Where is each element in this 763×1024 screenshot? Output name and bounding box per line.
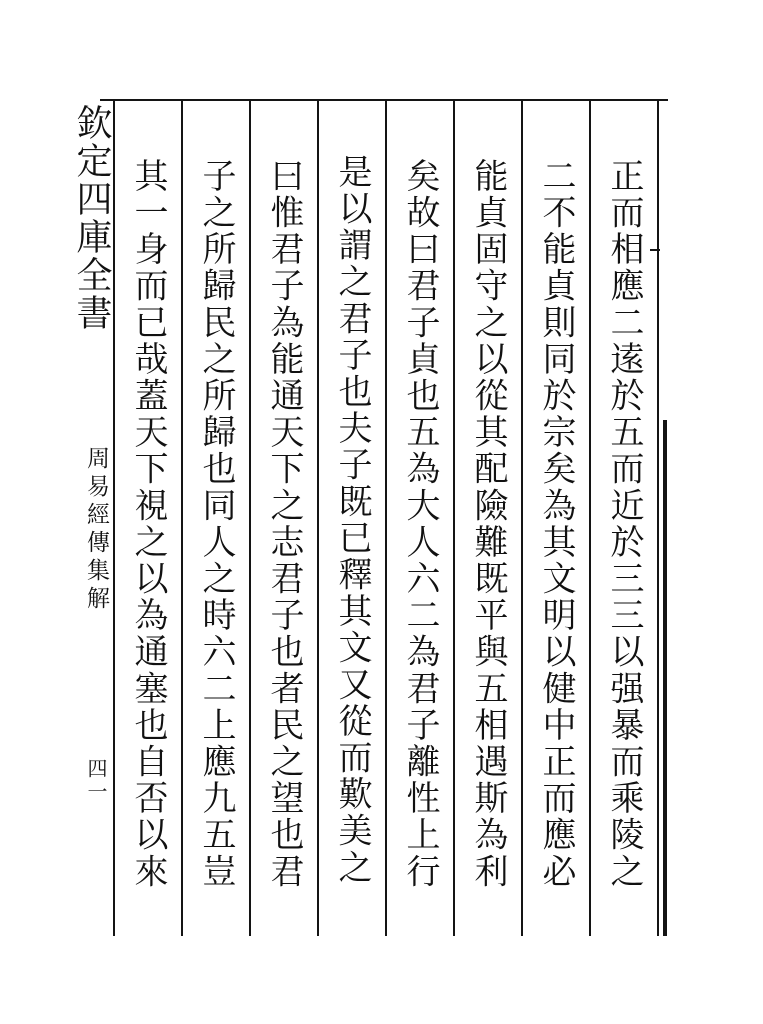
book-title: 周易經傳集解 (83, 446, 109, 614)
text-column: 其一身而已哉蓋天下視之以為通塞也自否以來 (128, 158, 168, 890)
page-number: 四一 (84, 758, 108, 804)
text-column: 矣故曰君子貞也五為大人六二為君子離性上行 (400, 158, 440, 890)
series-title: 欽定四庫全書 (71, 104, 112, 332)
text-column: 二不能貞則同於宗矣為其文明以健中正而應必 (536, 158, 576, 890)
text-column: 曰惟君子為能通天下之志君子也者民之望也君 (264, 158, 304, 890)
text-column: 是以謂之君子也夫子既已釋其文又從而歎美之 (332, 154, 372, 886)
frame-right-thick-rule (663, 420, 667, 936)
text-column: 能貞固守之以從其配險難既平與五相遇斯為利 (468, 158, 508, 890)
text-column: 子之所歸民之所歸也同人之時六二上應九五豈 (196, 158, 236, 890)
frame-top-rule (100, 99, 668, 101)
text-column: 正而相應二逺於五而近於三三以强暴而乘陵之 (604, 158, 644, 890)
